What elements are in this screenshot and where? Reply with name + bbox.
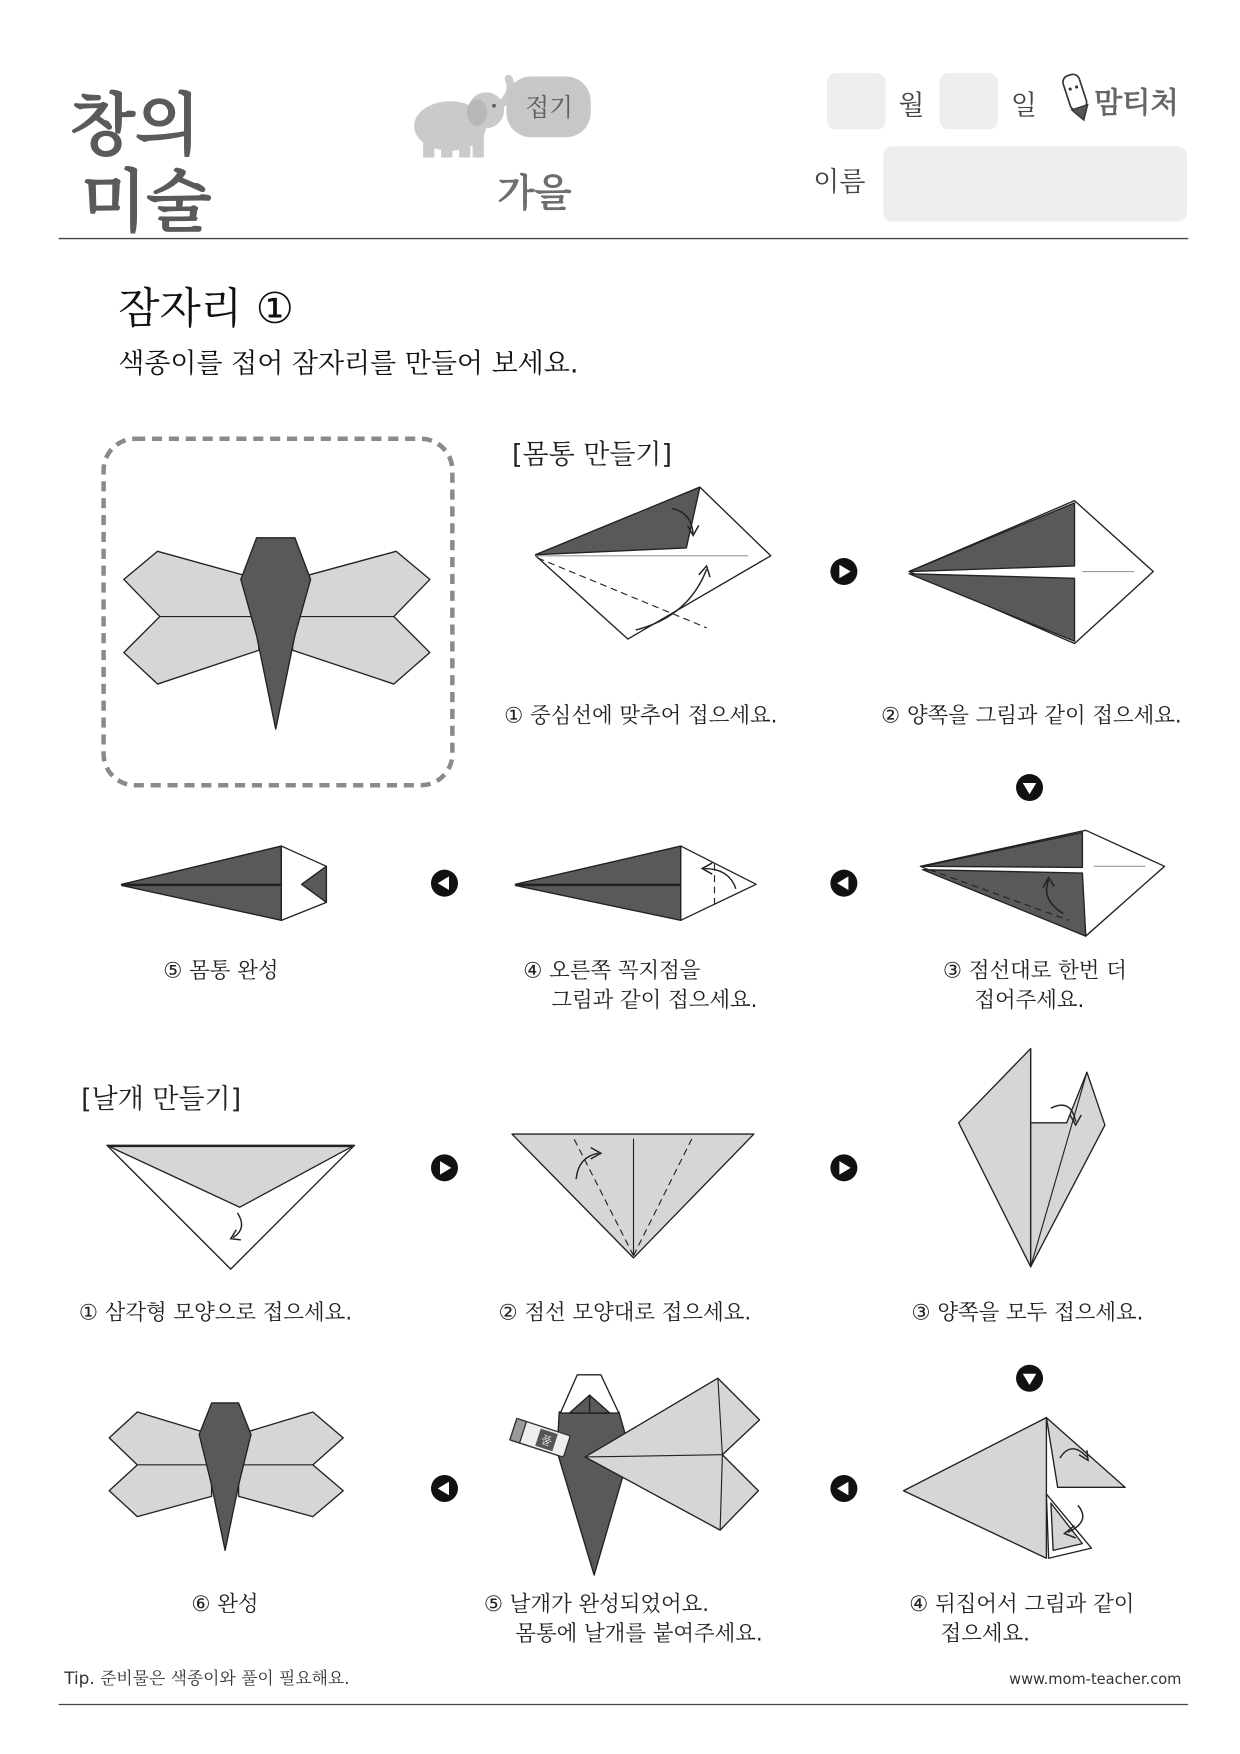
- body-step-3-caption-line-2: 접어주세요.: [974, 987, 1085, 1013]
- right-wings: [239, 1412, 344, 1517]
- arrow-right-icon: [830, 558, 857, 585]
- footer-tip: Tip. 준비물은 색종이와 풀이 필요해요.: [64, 1668, 350, 1689]
- wing-step-5-caption-line-1: ⑤ 날개가 완성되었어요.: [483, 1592, 710, 1618]
- footer-url: www.mom-teacher.com: [1009, 1671, 1182, 1689]
- glue-stick-label: 풀: [539, 1433, 554, 1449]
- elephant-leg: [473, 135, 484, 158]
- page-subtitle: 색종이를 접어 잠자리를 만들어 보세요.: [118, 348, 579, 380]
- elephant-leg: [423, 135, 434, 158]
- body-step-3-diagram: [920, 830, 1164, 936]
- body-step-4-caption-line-2: 그림과 같이 접으세요.: [551, 987, 758, 1013]
- right-wings: [293, 551, 430, 684]
- logo-line-1: 창의: [69, 85, 201, 165]
- day-label: 일: [1010, 90, 1037, 122]
- folded-flap-top: [923, 833, 1083, 868]
- body-section-heading: [몸통 만들기]: [511, 439, 673, 471]
- wing-step-1-diagram: [107, 1145, 355, 1269]
- body-step-5-caption: ⑤ 몸통 완성: [163, 958, 279, 984]
- body-step-1-diagram: [536, 487, 771, 639]
- arrow-left-icon: [431, 870, 458, 897]
- folded-flap-bottom: [909, 574, 1074, 642]
- elephant-ear: [467, 99, 487, 126]
- elephant-eye: [492, 104, 496, 108]
- arrow-left-icon: [431, 1475, 458, 1502]
- arrow-left-icon: [830, 1475, 857, 1502]
- arrow-left-icon: [830, 870, 857, 897]
- wing-step-4-caption-line-1: ④ 뒤집어서 그림과 같이: [909, 1592, 1135, 1618]
- arrow-right-icon: [830, 1154, 857, 1181]
- day-box: [940, 73, 999, 129]
- name-label: 이름: [813, 167, 866, 199]
- wing-step-2-caption: ② 점선 모양대로 접으세요.: [498, 1300, 752, 1326]
- category-label: 접기: [525, 92, 574, 122]
- elephant-leg: [459, 137, 470, 157]
- brand-name: 맘티처: [1094, 85, 1179, 120]
- wing-step-6-diagram: [109, 1403, 343, 1550]
- wing-step-2-diagram: [512, 1134, 754, 1258]
- wing-step-6-caption: ⑥ 완성: [191, 1592, 259, 1618]
- body-bottom-half: [122, 885, 282, 920]
- body-step-4-caption-line-1: ④ 오른쪽 꼭지점을: [523, 958, 701, 984]
- folded-flap-bottom: [923, 870, 1086, 936]
- body-bottom-half: [515, 885, 680, 920]
- wing-section-heading: [날개 만들기]: [81, 1084, 242, 1116]
- pencil-icon: [1061, 73, 1092, 123]
- wing-step-4-diagram: [904, 1418, 1126, 1559]
- wing-step-5-caption-line-2: 몸통에 날개를 붙여주세요.: [515, 1621, 763, 1647]
- left-flap: [959, 1049, 1031, 1267]
- right-tip: [681, 846, 756, 920]
- body-step-3-caption-line-1: ③ 점선대로 한번 더: [942, 958, 1127, 984]
- month-box: [827, 73, 886, 129]
- body-step-2-caption: ② 양쪽을 그림과 같이 접으세요.: [881, 703, 1182, 729]
- tip-notch: [284, 880, 298, 889]
- finished-dragonfly: [104, 439, 453, 786]
- wing-step-3-caption: ③ 양쪽을 모두 접으세요.: [911, 1300, 1144, 1326]
- wing-step-3-diagram: [959, 1049, 1105, 1267]
- left-wings: [109, 1412, 211, 1517]
- arrow-right-icon: [431, 1154, 458, 1181]
- body-step-1-caption: ① 중심선에 맞추어 접으세요.: [504, 703, 778, 729]
- folded-flap-top: [909, 503, 1074, 572]
- wing-step-1-caption: ① 삼각형 모양으로 접으세요.: [78, 1300, 353, 1326]
- body-top-half: [515, 846, 680, 884]
- left-wings: [124, 551, 259, 684]
- top-flap: [1046, 1418, 1125, 1488]
- right-flap: [1031, 1072, 1105, 1267]
- elephant-leg: [441, 137, 452, 157]
- folded-flap: [536, 487, 700, 555]
- body-step-4-diagram: [515, 846, 756, 920]
- page-title: 잠자리 ①: [118, 283, 295, 334]
- main-triangle: [904, 1418, 1047, 1559]
- month-label: 월: [898, 90, 925, 122]
- arrow-down-icon: [1016, 1365, 1043, 1392]
- arrow-down-icon: [1016, 774, 1043, 801]
- wing-step-5-diagram: [510, 1375, 760, 1575]
- logo-line-2: 미술: [81, 162, 212, 242]
- header: [70, 73, 1187, 241]
- elephant-icon: [414, 79, 511, 158]
- wing-step-4-caption-line-2: 접으세요.: [940, 1621, 1030, 1647]
- body-top-half: [122, 846, 282, 884]
- name-box: [883, 146, 1187, 221]
- body-step-2-diagram: [909, 501, 1153, 644]
- season-label: 가을: [497, 170, 572, 216]
- body-step-5-diagram: [122, 846, 327, 920]
